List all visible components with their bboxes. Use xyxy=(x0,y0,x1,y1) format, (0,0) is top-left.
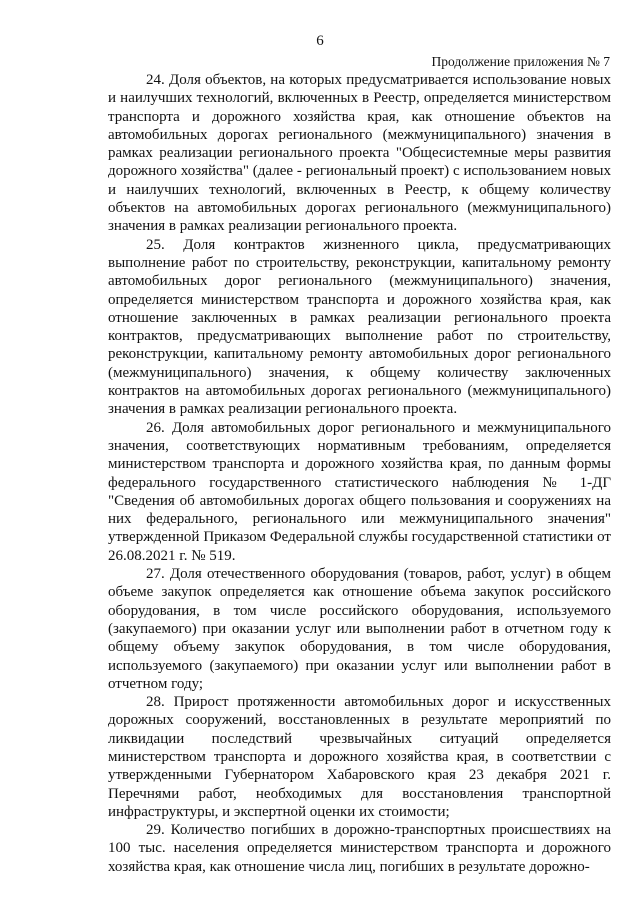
paragraph-24: 24. Доля объектов, на которых предусматривается использование новых и наилучших технологий, включенных в Реестр, определяется министерством транспорта и дорожного хозяйства края, как отношение объектов на автомобильных дорогах регионального (межмуниципального) значения в рамках реализации регионального проекта "Общесистемные меры развития дорожного хозяйства" (далее - региональный проект) с использованием новых и наилучших технологий, включенных в Реестр, к общему количеству объектов на автомобильных дорогах регионального (межмуниципального) значения в рамках реализации регионального проекта. xyxy=(108,72,611,235)
paragraph-26: 26. Доля автомобильных дорог регионального и межмуниципального значения, соответствующих нормативным требованиям, определяется министерством транспорта и дорожного хозяйства края, по данным формы федерального государственного статистического наблюдения № 1-ДГ "Сведения об автомобильных дорогах общего пользования и сооружениях на них федерального, регионального или межмуниципального значения" утвержденной Приказом Федеральной службы государственной статистики от 26.08.2021 г. № 519. xyxy=(108,419,611,564)
document-body xyxy=(108,71,611,876)
appendix-continuation-note: Продолжение приложения № 7 xyxy=(431,54,610,69)
paragraph-25: 25. Доля контрактов жизненного цикла, предусматривающих выполнение работ по строительству, реконструкции, капитальному ремонту автомобильных дорог регионального (межмуниципального) значения, определяется министерством транспорта и дорожного хозяйства края, как отношение заключенных в рамках реализации регионального проекта контрактов, предусматривающих выполнение работ по строительству, реконструкции, капитальному ремонту автомобильных дорог регионального (межмуниципального) значения, к общему количеству заключенных контрактов на автомобильных дорогах регионального (межмуниципального) значения в рамках реализации регионального проекта. xyxy=(108,236,611,418)
paragraph-28: 28. Прирост протяженности автомобильных дорог и искусственных дорожных сооружений, восстановленных в результате мероприятий по ликвидации последствий чрезвычайных ситуаций определяется министерством транспорта и дорожного хозяйства края, в соответствии с утвержденными Губернатором Хабаровского края 23 декабря 2021 г. Перечнями работ, необходимых для восстановления транспортной инфраструктуры, и экспертной оценки их стоимости; xyxy=(108,694,611,820)
paragraph-29: 29. Количество погибших в дорожно-транспортных происшествиях на 100 тыс. населения определяется министерством транспорта и дорожного хозяйства края, как отношение числа лиц, погибших в результате дорожно- xyxy=(108,822,611,875)
paragraph-27: 27. Доля отечественного оборудования (товаров, работ, услуг) в общем объеме закупок определяется как отношение объема закупок российского оборудования, в том числе российского оборудования, используемого (закупаемого) при оказании услуг или выполнении работ в отчетном году к общему объему закупок оборудования, в том числе оборудования, используемого (закупаемого) при оказании услуг или выполнении работ в отчетном году; xyxy=(108,566,611,692)
page-number: 6 xyxy=(316,33,324,49)
